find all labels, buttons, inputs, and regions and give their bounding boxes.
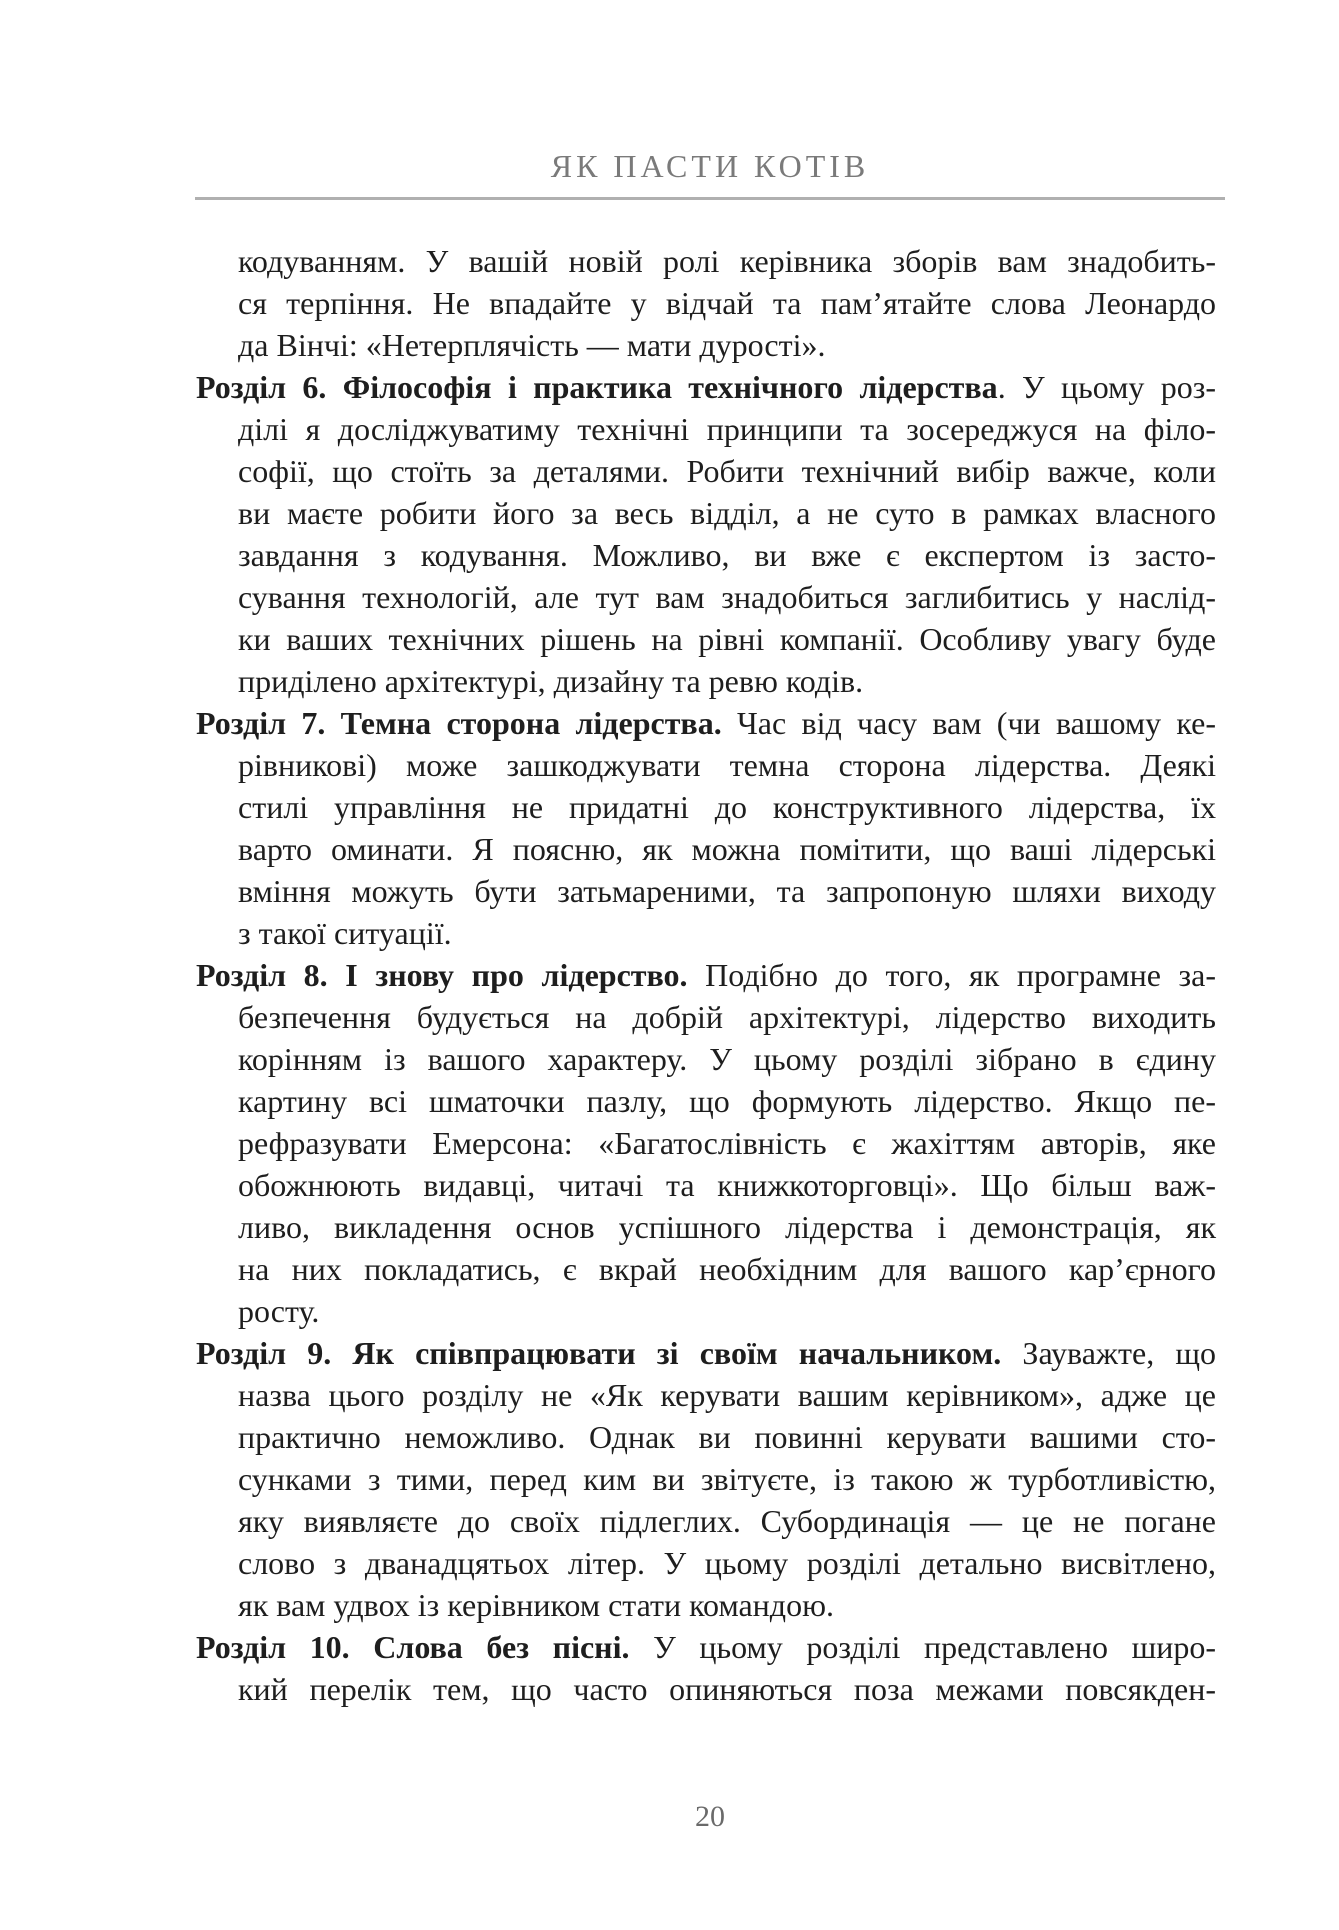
text-line: росту.: [238, 1293, 320, 1329]
chapter-8-lead: Подібно до того, як програмне за-: [687, 957, 1217, 993]
text-line: назва цього розділу не «Як керувати вашим керівником», адже це: [238, 1377, 1216, 1413]
chapter-10-lead: У цьому розділі представлено широ-: [629, 1629, 1217, 1665]
text-line: ливо, викладення основ успішного лідерства і демонстрація, як: [238, 1209, 1216, 1245]
text-line: сування технологій, але тут вам знадобиться заглибитись у наслід-: [238, 579, 1216, 615]
page-body: [196, 240, 1217, 1710]
text-line: софії, що стоїть за деталями. Робити технічний вибір важче, коли: [238, 453, 1216, 489]
text-line: як вам удвох із керівником стати командою.: [238, 1587, 834, 1623]
chapter-10-heading: Розділ 10. Слова без пісні.: [196, 1629, 630, 1665]
text-line: слово з дванадцятьох літер. У цьому розділі детально висвітлено,: [238, 1545, 1216, 1581]
chapter-9-lead: Зауважте, що: [1001, 1335, 1217, 1371]
text-line: кодуванням. У вашій новій ролі керівника зборів вам знадобить-: [238, 243, 1216, 279]
chapter-6-lead: . У цьому роз-: [997, 369, 1217, 405]
text-line: рівникові) може зашкоджувати темна сторона лідерства. Деякі: [238, 747, 1216, 783]
text-line: варто оминати. Я поясню, як можна помітити, що ваші лідерські: [238, 831, 1216, 867]
text-line: ки ваших технічних рішень на рівні компанії. Особливу увагу буде: [238, 621, 1216, 657]
header-rule: [195, 197, 1225, 200]
text-line: приділено архітектурі, дизайну та ревю кодів.: [238, 663, 864, 699]
chapter-6-entry-first-line: [196, 366, 1216, 408]
text-line: стилі управління не придатні до конструктивного лідерства, їх: [238, 789, 1216, 825]
chapter-7-lead: Час від часу вам (чи вашому ке-: [721, 705, 1217, 741]
text-line: да Вінчі: «Нетерплячість — мати дурості».: [238, 327, 826, 363]
text-line: ся терпіння. Не впадайте у відчай та пам’ятайте слова Леонардо: [238, 285, 1216, 321]
text-line: кий перелік тем, що часто опиняються поза межами повсякден-: [238, 1671, 1216, 1707]
text-line: вміння можуть бути затьмареними, та запропоную шляхи виходу: [238, 873, 1216, 909]
text-line: ви маєте робити його за весь відділ, а не суто в рамках власного: [238, 495, 1216, 531]
chapter-10-entry-first-line: [196, 1626, 1216, 1668]
text-line: корінням із вашого характеру. У цьому розділі зібрано в єдину: [238, 1041, 1216, 1077]
text-line: практично неможливо. Однак ви повинні керувати вашими сто-: [238, 1419, 1216, 1455]
text-line: рефразувати Емерсона: «Багатослівність є жахіттям авторів, яке: [238, 1125, 1216, 1161]
chapter-8-entry-first-line: [196, 954, 1216, 996]
text-line: завдання з кодування. Можливо, ви вже є експертом із засто-: [238, 537, 1216, 573]
chapter-6-heading: Розділ 6. Філософія і практика технічного лідерства: [196, 369, 998, 405]
chapter-7-heading: Розділ 7. Темна сторона лідерства.: [196, 705, 722, 741]
text-line: з такої ситуації.: [238, 915, 452, 951]
chapter-9-heading: Розділ 9. Як співпрацювати зі своїм начальником.: [196, 1335, 1002, 1371]
chapter-8-heading: Розділ 8. І знову про лідерство.: [196, 957, 688, 993]
text-line: яку виявляєте до своїх підлеглих. Субординація — це не погане: [238, 1503, 1216, 1539]
text-line: сунками з тими, перед ким ви звітуєте, із такою ж турботливістю,: [238, 1461, 1216, 1497]
text-line: обожнюють видавці, читачі та книжкоторговці». Що більш важ-: [238, 1167, 1216, 1203]
text-line: на них покладатись, є вкрай необхідним для вашого кар’єрного: [238, 1251, 1216, 1287]
text-line: ділі я досліджуватиму технічні принципи та зосереджуся на філо-: [238, 411, 1216, 447]
text-line: картину всі шматочки пазлу, що формують лідерство. Якщо пе-: [238, 1083, 1216, 1119]
page-number: 20: [695, 1800, 725, 1833]
chapter-9-entry-first-line: [196, 1332, 1216, 1374]
running-header: ЯК ПАСТИ КОТІВ: [550, 148, 870, 184]
chapter-7-entry-first-line: [196, 702, 1216, 744]
text-line: безпечення будується на добрій архітектурі, лідерство виходить: [238, 999, 1216, 1035]
